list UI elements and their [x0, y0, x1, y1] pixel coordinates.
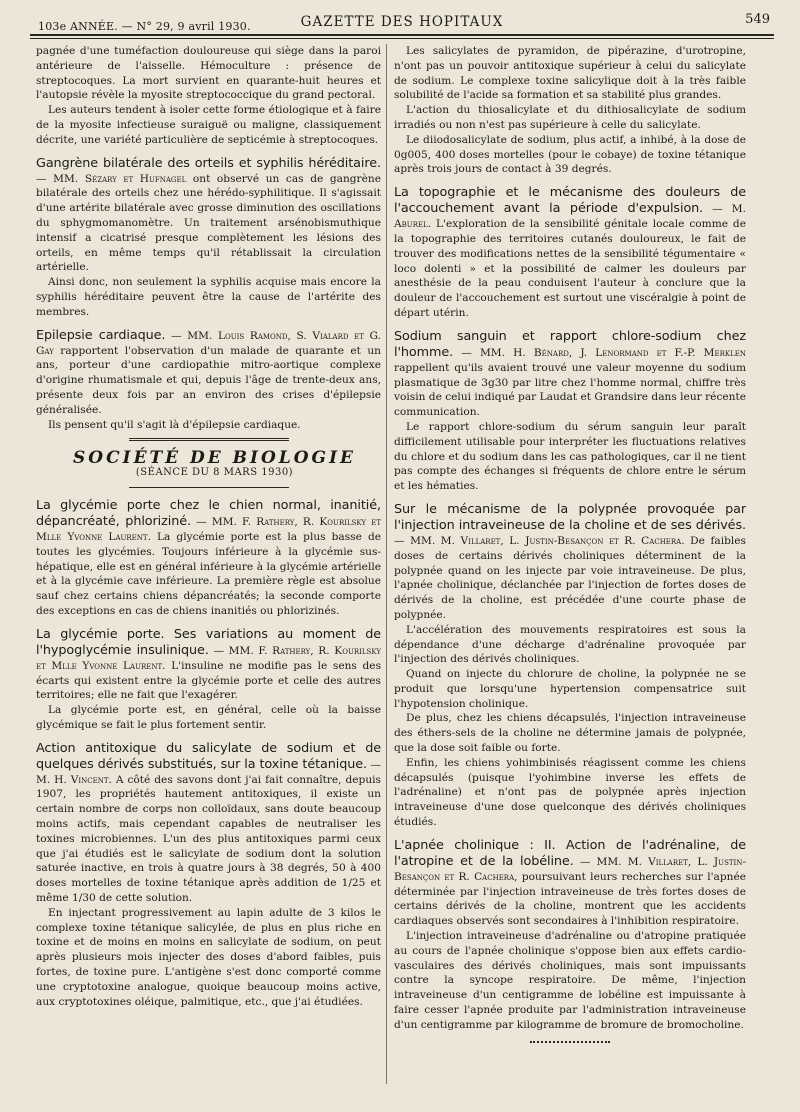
- paragraph: L'accélération des mouvements respiratoires est sous la dépendance d'une décharge d'adrénaline provoquée par l'injection des dérivés choliniques.: [394, 623, 746, 666]
- article-apnee: [394, 838, 746, 929]
- article-gangrene: [36, 156, 381, 276]
- article-body: L'exploration de la sensibilité génitale locale comme de la topographie des territoires cutanés douloureux, le fait de trouver des modifications nettes de la sensibilité tégumentaire « loco dolenti » et la possibilité de calmer les douleurs par anesthésie de la peau conduisent l'auteur à conclure que la douleur de l'accouchement est surtout une viscéralgie à point de départ utérin.: [394, 218, 746, 319]
- seance-date: (SÉANCE DU 8 MARS 1930): [135, 467, 294, 479]
- article-glycemie-1: [36, 498, 381, 619]
- paragraph: Ils pensent qu'il s'agit là d'épilepsie cardiaque.: [48, 418, 301, 431]
- paragraph: Ainsi donc, non seulement la syphilis acquise mais encore la syphilis héréditaire peuvent être la cause de l'artérite des membres.: [36, 276, 381, 318]
- article-body: rappellent qu'ils avaient trouvé une valeur moyenne du sodium plasmatique de 3g30 par litre chez l'homme normal, chiffre très voisin de celui indiqué par Laudat et Grandsire dans leur récente communication.: [394, 361, 746, 419]
- article-title: La glycémie porte chez le chien normal, inanitié, dépancréaté, phlorizіné.: [36, 497, 381, 529]
- article-topographie: [394, 185, 746, 321]
- right-column: [394, 44, 746, 1043]
- paragraph: Quand on injecte du chlorure de choline, la polypnée ne se produit que lorsqu'une hypertension compensatrice suit l'hypotension cholinique.: [394, 668, 746, 710]
- article-title: Epilepsie cardiaque.: [36, 327, 166, 343]
- article-glycemie-2: [36, 627, 381, 703]
- paragraph: De plus, chez les chiens décapsulés, l'injection intraveineuse des éthers-sels de la choline ne détermine jamais de polypnée, que la dose soit faible ou forte.: [394, 712, 746, 755]
- paragraph: pagnée d'une tuméfaction douloureuse qui siège dans la paroi antérieure de l'aisselle. Hémoculture : présence de streptocoques. La mort survient en quarante-huit heures et l'autopsie révèle la myosite streptococcique du grand pectoral.: [36, 45, 381, 102]
- page-header: [30, 8, 774, 36]
- article-title: Sodium sanguin et rapport chlore-sodium chez l'homme.: [394, 328, 746, 360]
- page-number: 549: [745, 12, 770, 27]
- end-rule: [530, 1041, 610, 1043]
- article-epilepsie: [36, 328, 381, 418]
- article-authors: — MM. M. Villaret, L. Justin-Besançon et R. Cachera,: [394, 855, 747, 883]
- section-rule: [129, 438, 289, 441]
- paragraph: En injectant progressivement au lapin adulte de 3 kilos le complexe toxine tétanique salicylée, de plus en plus riche en toxine et de moins en moins en salicylate de sodium, on peut après plusieurs mois injecter des doses d'abord faibles, puis fortes, de toxine pure. L'antigène s'est donc comporté comme une cryptotoxine analogue, quoique beaucoup moins active, aux cryptotoxines oléique, palmitique, etc., que j'ai étudiées.: [36, 906, 381, 1008]
- paragraph: La glycémie porte est, en général, celle où la baisse glycémique se fait le plus fortement sentir.: [36, 704, 381, 731]
- left-column: [36, 44, 381, 1009]
- article-authors: — MM. Sézary et Hufnagel: [36, 172, 187, 185]
- column-divider: [386, 44, 387, 1084]
- journal-title: GAZETTE DES HOPITAUX: [300, 14, 504, 30]
- article-title: Action antitoxique du salicylate de sodium et de quelques dérivés substitués, sur la toxine tétanique.: [36, 740, 381, 772]
- article-authors: — MM. H. Bénard, J. Lenormand et F.-P. Merklen: [461, 346, 747, 359]
- section-rule: [129, 487, 289, 488]
- article-action-antitoxique: [36, 741, 381, 906]
- article-title: La topographie et le mécanisme des douleurs de l'accouchement avant la période d'expulsion.: [394, 185, 746, 217]
- paragraph: Les auteurs tendent à isoler cette forme étiologique et à faire de la myosite infectieuse suraiguë ou maligne, classiquement décrite, une variété particulière de septicémie à streptocoques.: [36, 104, 381, 146]
- article-body: rapportent l'observation d'un malade de quarante et un ans, porteur d'une cardiopathie mitro-aortique complexe d'origine rhumatismale et qui, depuis l'âge de trente-deux ans, présente deux fois par an environ des crises d'épilepsie généralisée.: [36, 344, 381, 416]
- article-body: A côté des savons dont j'ai fait connaître, depuis 1907, les propriétés hautement antitoxiques, il existe un certain nombre de corps non colloïdaux, sans doute beaucoup moins actifs, mais cependant capables de neutraliser les toxines microbiennes. L'un des plus antitoxiques parmi ceux que j'ai étudiés est le salicylate de sodium dont la solution saturée inactive, en trois à quatre jours à 38 degrés, 50 à 400 doses mortelles de toxine tétanique après addition de 1/25 et même 1/30 de cette solution.: [36, 773, 381, 905]
- article-body: L'insuline ne modifie pas le sens des écarts qui existent entre la glycémie porte et celle des autres territoires; elle ne fait que l'exagérer.: [36, 659, 382, 702]
- issue-line: 103e ANNÉE. — N° 29, 9 avril 1930.: [38, 20, 251, 33]
- article-authors: — MM. F. Rathery, R. Kourilsky et Mlle Yvonne Laurent.: [36, 515, 381, 543]
- paragraph: Le rapport chlore-sodium du sérum sanguin leur paraît difficilement utilisable pour interpréter les fluctuations relatives du chlore et du sodium dans les cas pathologiques, car il ne tient pas compte des échanges si fréquents de chlore entre le sérum et les hématies.: [394, 420, 746, 493]
- article-body: La glycémie porte est la plus basse de toutes les glycémies. Toujours inférieure à la glycémie sus-hépatique, elle est en général inférieure à la glycémie artérielle et à la glycémie cave inférieure. La première règle est absolue sauf chez certains chiens dépancréatés; la seconde comporte des exceptions en cas de chiens inanitiés ou phlorizinés.: [36, 530, 382, 617]
- paragraph: Les salicylates de pyramidon, de pipérazine, d'urotropine, n'ont pas un pouvoir antitoxique supérieur à celui du salicylate de sodium. Le complexe toxine salicylique doit à la très faible solubilité de l'acide sa formation et sa stabilité plus grandes.: [394, 45, 746, 102]
- article-authors: — MM. M. Villaret, L. Justin-Besançon et R. Cachera.: [394, 534, 685, 547]
- paragraph: L'injection intraveineuse d'adrénaline ou d'atropine pratiquée au cours de l'apnée cholinique s'oppose bien aux effets cardio-vasculaires des dérivés choliniques, mais sont impuissants contre la syncope respiratoire. De même, l'injection intraveineuse d'un centigramme de lobéline est impuissante à faire cesser l'apnée produite par l'administration intraveineuse d'un centigramme par kilogramme de bromure de bromocholine.: [394, 930, 746, 1031]
- article-authors: — M. H. Vincent.: [36, 758, 382, 786]
- article-title: Gangrène bilatérale des orteils et syphilis héréditaire.: [36, 155, 381, 171]
- article-body: poursuivant leurs recherches sur l'apnée déterminée par l'injection intraveineuse de très fortes doses de certains dérivés de la choline, montrent que les accidents cardiaques observés sont secondaires à l'inhibition respiratoire.: [394, 870, 746, 928]
- article-title: L'apnée cholinique : II. Action de l'adrénaline, de l'atropine et de la lobéline.: [394, 837, 746, 869]
- article-body: ont observé un cas de gangrène bilatérale des orteils chez une hérédo-syphilitique. Il s'agissait d'une artérite bilatérale avec grosse diminution des oscillations du sphygmomanomètre. Un traitement arsénobismuthique intensif a cicatrisé presque complètement les lésions des orteils, en même temps qu'il rétablissait la circulation artérielle.: [36, 172, 381, 274]
- article-polypnee: [394, 502, 746, 623]
- paragraph: Le diiodosalicylate de sodium, plus actif, a inhibé, à la dose de 0g005, 400 doses mortelles (pour le cobaye) de toxine tétanique après trois jours de contact à 39 degrés.: [394, 133, 746, 176]
- paragraph: Enfin, les chiens yohimbinisés réagissent comme les chiens décapsulés (puisque l'yohimbine inverse les effets de l'adrénaline) et n'ont pas de polypnée après injection intraveineuse d'une dose quelconque des dérivés choliniques étudiés.: [394, 756, 746, 829]
- article-body: De faibles doses de certains dérivés choliniques déterminent de la polypnée quand on les injecte par voie intraveineuse. De plus, l'apnée cholinique, déclanchée par l'injection de fortes doses de dérivés de la choline, est précédée d'une courte phase de polypnée.: [394, 534, 746, 621]
- article-title: Sur le mécanisme de la polypnée provoquée par l'injection intraveineuse de la choline et de ses dérivés.: [394, 501, 746, 533]
- article-authors: — MM. F. Rathery, R. Kourilsky et Mlle Yvonne Laurent.: [36, 644, 381, 672]
- article-authors: — MM. Louis Ramond, S. Vialard et G. Gay: [36, 329, 382, 357]
- article-sodium: [394, 329, 746, 420]
- paragraph: L'action du thiosalicylate et du dithiosalicylate de sodium irradiés ou non n'est pas supérieure à celle du salicylate.: [394, 104, 746, 131]
- article-authors: — M. Aburel.: [394, 203, 746, 231]
- society-heading: SOCIÉTÉ DE BIOLOGIE: [73, 448, 356, 469]
- article-title: La glycémie porte. Ses variations au moment de l'hypoglycémie insulinique.: [36, 626, 381, 658]
- header-rule: [30, 38, 774, 39]
